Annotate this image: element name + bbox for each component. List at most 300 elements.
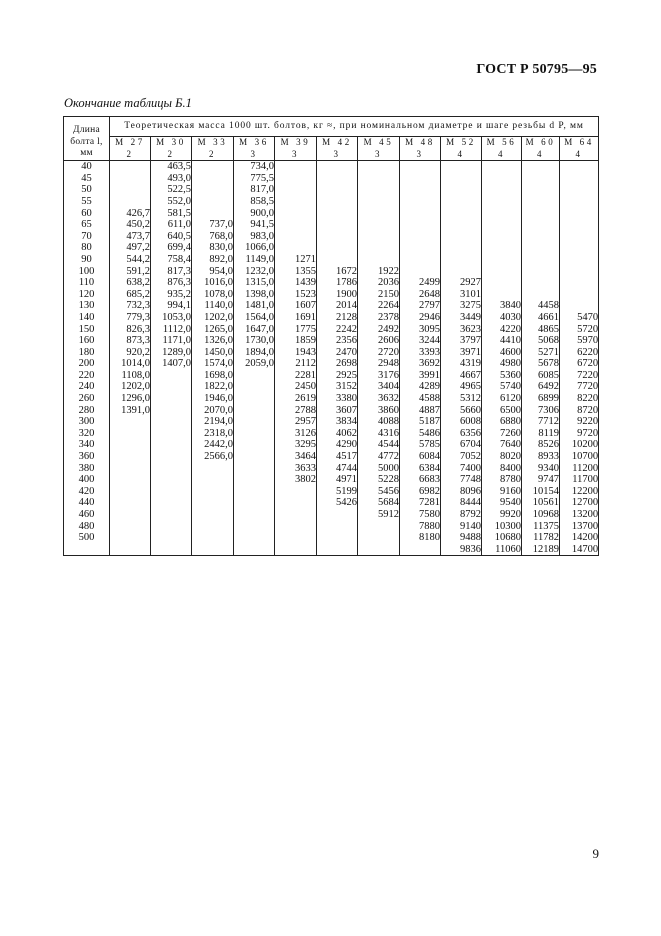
mass-value [358, 254, 399, 266]
mass-value [482, 219, 521, 231]
mass-value: 6356 [460, 427, 481, 439]
mass-value: 3101 [460, 288, 481, 300]
mass-value [560, 289, 598, 301]
mass-value: 3623 [460, 323, 481, 335]
mass-value [441, 219, 481, 231]
mass-value [441, 184, 481, 196]
mass-value: 9920 [500, 509, 521, 520]
length-value: 240 [78, 381, 95, 393]
mass-value [192, 208, 233, 220]
length-header [64, 117, 110, 161]
mass-value: 1786 [336, 277, 357, 289]
mass-value [275, 208, 316, 220]
length-value: 200 [78, 358, 95, 370]
length-value: 340 [78, 439, 95, 451]
mass-value [110, 509, 150, 521]
mass-column [151, 161, 192, 556]
mass-value: 1202,0 [204, 311, 233, 323]
mass-value: 5426 [336, 497, 357, 509]
mass-value: 775,5 [250, 172, 274, 184]
mass-value [560, 184, 598, 196]
mass-value: 1698,0 [204, 369, 233, 381]
mass-value: 426,7 [126, 207, 150, 219]
mass-value: 1439 [295, 277, 316, 289]
mass-value: 2797 [419, 300, 440, 312]
mass-value: 8780 [500, 474, 521, 486]
mass-value: 8526 [538, 439, 559, 451]
mass-value: 7580 [419, 509, 440, 520]
mass-value [441, 254, 481, 266]
mass-value [358, 208, 399, 220]
mass-span-header: Теоретическая масса 1000 шт. болтов, кг ≈, при номинальном диаметре и шаге резьбы d P, мм [110, 117, 599, 137]
mass-value: 552,0 [167, 195, 191, 207]
mass-value: 2378 [378, 311, 399, 323]
mass-value: 11782 [533, 532, 559, 544]
mass-value: 1398,0 [245, 288, 274, 300]
mass-value: 2925 [336, 369, 357, 381]
mass-value: 1691 [295, 311, 316, 323]
mass-value: 6384 [419, 462, 440, 474]
mass-value [192, 463, 233, 475]
mass-value: 10300 [494, 520, 521, 532]
mass-value: 732,3 [126, 300, 150, 312]
mass-value: 3095 [419, 323, 440, 335]
mass-value [234, 428, 274, 440]
mass-value: 3860 [378, 404, 399, 416]
mass-value: 6008 [460, 416, 481, 428]
mass-value: 1112,0 [162, 323, 191, 335]
length-value: 180 [78, 346, 95, 358]
mass-value: 941,5 [250, 219, 274, 231]
mass-value [234, 509, 274, 521]
mass-value: 1391,0 [121, 404, 150, 416]
mass-value: 1672 [336, 265, 357, 277]
mass-value [317, 173, 357, 185]
mass-value: 4088 [378, 416, 399, 428]
mass-value: 3991 [419, 369, 440, 381]
mass-value: 2150 [378, 288, 399, 300]
mass-value [441, 242, 481, 254]
mass-value: 2318,0 [204, 427, 233, 439]
mass-value: 5970 [577, 335, 599, 347]
diameter-header: М 64 4 [560, 137, 599, 161]
mass-value: 1900 [336, 288, 357, 300]
mass-value [358, 532, 399, 544]
mass-value: 4544 [378, 439, 399, 451]
mass-value: 3797 [460, 335, 481, 347]
length-value: 130 [78, 300, 95, 312]
mass-value: 1922 [378, 265, 399, 277]
mass-value: 935,2 [167, 288, 191, 300]
mass-value [358, 521, 399, 533]
mass-value [151, 474, 191, 486]
mass-value: 5486 [419, 427, 440, 439]
mass-value [234, 486, 274, 498]
mass-value [275, 497, 316, 509]
mass-value: 2698 [336, 358, 357, 370]
mass-value [441, 266, 481, 278]
mass-value [275, 184, 316, 196]
mass-value: 5360 [500, 369, 521, 381]
length-value: 260 [78, 393, 95, 405]
mass-value [151, 416, 191, 428]
length-value: 440 [78, 497, 95, 509]
mass-value [482, 208, 521, 220]
length-value: 420 [78, 485, 95, 497]
mass-value: 7306 [538, 404, 559, 416]
mass-value: 5684 [378, 497, 399, 509]
mass-value [234, 416, 274, 428]
mass-value [151, 521, 191, 533]
mass-value: 5312 [460, 393, 481, 405]
mass-value: 1523 [295, 288, 316, 300]
mass-value: 920,2 [126, 346, 150, 358]
mass-value [522, 254, 559, 266]
mass-value [400, 173, 440, 185]
mass-value [482, 231, 521, 243]
mass-value [358, 196, 399, 208]
mass-value [192, 521, 233, 533]
mass-value [192, 509, 233, 521]
mass-column [400, 161, 441, 556]
mass-value: 9747 [538, 474, 559, 486]
mass-value: 4290 [336, 439, 357, 451]
mass-column [441, 161, 482, 556]
mass-value: 11700 [572, 474, 599, 486]
mass-value: 3176 [378, 369, 399, 381]
mass-value [192, 497, 233, 509]
mass-value [275, 521, 316, 533]
mass-value [234, 532, 274, 544]
mass-value: 2281 [295, 369, 316, 381]
mass-value: 1296,0 [121, 393, 150, 405]
mass-value: 876,3 [167, 277, 191, 289]
mass-value [560, 208, 598, 220]
mass-value [151, 370, 191, 382]
mass-value: 4667 [460, 369, 481, 381]
mass-value [192, 486, 233, 498]
mass-value [110, 497, 150, 509]
mass-value: 1564,0 [245, 311, 274, 323]
mass-value: 954,0 [209, 265, 233, 277]
mass-value [522, 277, 559, 289]
mass-value [482, 196, 521, 208]
standard-designation: ГОСТ Р 50795—95 [476, 62, 597, 77]
mass-value: 3971 [460, 346, 481, 358]
mass-value: 6982 [419, 485, 440, 497]
mass-value [110, 463, 150, 475]
mass-value [560, 196, 598, 208]
mass-value: 1171,0 [162, 335, 191, 347]
mass-value [400, 254, 440, 266]
mass-column [358, 161, 400, 556]
mass-column [234, 161, 275, 556]
mass-value: 473,7 [126, 230, 150, 242]
mass-value: 3464 [295, 451, 316, 463]
mass-value [522, 208, 559, 220]
length-value: 160 [78, 335, 95, 347]
mass-value [234, 451, 274, 463]
mass-value: 699,4 [167, 242, 191, 254]
mass-value: 1574,0 [204, 358, 233, 370]
mass-value [400, 219, 440, 231]
mass-value: 7712 [538, 416, 559, 428]
mass-value: 6085 [538, 369, 559, 381]
length-value: 50 [81, 184, 92, 196]
mass-value: 611,0 [167, 219, 191, 231]
mass-value: 9720 [577, 427, 599, 439]
mass-value: 2450 [295, 381, 316, 393]
mass-value [441, 231, 481, 243]
mass-value [317, 184, 357, 196]
mass-value: 3840 [500, 300, 521, 312]
mass-value [522, 161, 559, 173]
mass-value [110, 532, 150, 544]
mass-value [275, 161, 316, 173]
mass-value: 9836 [460, 543, 481, 555]
mass-value: 3380 [336, 393, 357, 405]
mass-value [317, 196, 357, 208]
mass-value: 640,5 [167, 230, 191, 242]
mass-value [482, 161, 521, 173]
mass-value [482, 242, 521, 254]
mass-value [110, 161, 150, 173]
mass-value: 4588 [419, 393, 440, 405]
mass-value: 8180 [419, 532, 440, 544]
mass-value: 1053,0 [162, 311, 191, 323]
mass-value: 4971 [336, 474, 357, 486]
mass-value: 5912 [378, 509, 399, 520]
diameter-header: М 56 4 [482, 137, 522, 161]
mass-value [560, 161, 598, 173]
diameter-header: М 30 2 [151, 137, 192, 161]
mass-value: 6704 [460, 439, 481, 451]
mass-value: 8792 [460, 509, 481, 520]
mass-value [400, 161, 440, 173]
mass-value [560, 173, 598, 185]
length-header-line: Длина [72, 125, 101, 135]
mass-value: 758,4 [167, 253, 191, 265]
mass-value: 3449 [460, 311, 481, 323]
mass-value [192, 173, 233, 185]
diameter-header: М 33 2 [192, 137, 234, 161]
mass-value: 6899 [538, 393, 559, 405]
mass-column [482, 161, 522, 556]
diameter-header: М 39 3 [275, 137, 317, 161]
mass-value: 2606 [378, 335, 399, 347]
mass-value: 8119 [538, 427, 559, 439]
mass-value: 8933 [538, 451, 559, 463]
mass-value [317, 532, 357, 544]
mass-value [522, 289, 559, 301]
mass-value [192, 532, 233, 544]
mass-value: 3295 [295, 439, 316, 451]
mass-value [110, 451, 150, 463]
mass-value [151, 393, 191, 405]
mass-value [110, 439, 150, 451]
mass-value: 8444 [460, 497, 481, 509]
mass-value [151, 428, 191, 440]
mass-value: 2566,0 [204, 451, 233, 463]
mass-value: 1016,0 [204, 277, 233, 289]
mass-value: 9488 [460, 532, 481, 544]
mass-value [560, 219, 598, 231]
mass-value: 1894,0 [245, 346, 274, 358]
mass-value: 1232,0 [245, 265, 274, 277]
mass-value: 1265,0 [204, 323, 233, 335]
mass-value: 6492 [538, 381, 559, 393]
mass-value: 7720 [577, 381, 599, 393]
length-value: 45 [81, 172, 92, 184]
mass-value: 3607 [336, 404, 357, 416]
diameter-header: М 52 4 [441, 137, 482, 161]
mass-value: 2264 [378, 300, 399, 312]
mass-value: 3802 [295, 474, 316, 486]
mass-value: 2014 [336, 300, 357, 312]
mass-value: 8720 [577, 404, 599, 416]
mass-value [151, 497, 191, 509]
mass-value [110, 416, 150, 428]
mass-value [234, 463, 274, 475]
mass-value [560, 254, 598, 266]
diameter-header: М 48 3 [400, 137, 441, 161]
mass-value: 7052 [460, 451, 481, 463]
mass-value: 4316 [378, 427, 399, 439]
mass-value [110, 184, 150, 196]
length-value: 300 [78, 416, 95, 428]
mass-value: 1108,0 [121, 369, 150, 381]
table-caption: Окончание таблицы Б.1 [64, 96, 192, 110]
mass-value: 9220 [577, 416, 599, 428]
mass-value: 5678 [538, 358, 559, 370]
mass-value [400, 231, 440, 243]
mass-value: 8096 [460, 485, 481, 497]
mass-value: 1946,0 [204, 393, 233, 405]
mass-value: 7880 [419, 520, 440, 532]
mass-value [317, 208, 357, 220]
mass-value: 6120 [500, 393, 521, 405]
mass-value [234, 381, 274, 393]
mass-value [234, 474, 274, 486]
mass-value: 7748 [460, 474, 481, 486]
mass-value [358, 242, 399, 254]
diameter-header: М 45 3 [358, 137, 400, 161]
mass-value [234, 370, 274, 382]
mass-value: 873,3 [126, 335, 150, 347]
mass-value: 1326,0 [204, 335, 233, 347]
mass-value [358, 161, 399, 173]
mass-value [400, 196, 440, 208]
mass-value: 4458 [538, 300, 559, 312]
mass-value: 8400 [500, 462, 521, 474]
mass-value: 10154 [532, 485, 559, 497]
mass-value [151, 405, 191, 417]
mass-value [110, 521, 150, 533]
mass-value [275, 173, 316, 185]
mass-value [110, 474, 150, 486]
mass-value: 4965 [460, 381, 481, 393]
mass-value [110, 428, 150, 440]
length-value: 400 [78, 474, 95, 486]
mass-value: 5199 [336, 485, 357, 497]
length-value: 55 [81, 195, 92, 207]
length-value: 100 [78, 265, 95, 277]
mass-value: 1271 [295, 253, 316, 265]
mass-value [522, 196, 559, 208]
mass-value: 2927 [460, 277, 481, 289]
diameter-header: М 42 3 [317, 137, 358, 161]
mass-value [400, 242, 440, 254]
mass-value [192, 184, 233, 196]
mass-value [522, 219, 559, 231]
mass-value [110, 196, 150, 208]
mass-value [317, 242, 357, 254]
mass-value: 4062 [336, 427, 357, 439]
mass-value: 2442,0 [204, 439, 233, 451]
mass-value: 10680 [494, 532, 521, 544]
mass-value [234, 521, 274, 533]
mass-value: 2648 [419, 288, 440, 300]
mass-value: 4661 [538, 311, 559, 323]
mass-value [560, 242, 598, 254]
mass-value [482, 289, 521, 301]
mass-value: 1607 [295, 300, 316, 312]
mass-value [522, 184, 559, 196]
mass-column [317, 161, 358, 556]
mass-value: 2036 [378, 277, 399, 289]
mass-value: 11060 [495, 543, 521, 555]
mass-value: 830,0 [209, 242, 233, 254]
mass-value: 3632 [378, 393, 399, 405]
diameter-header: М 60 4 [522, 137, 560, 161]
mass-value: 8020 [500, 451, 521, 463]
length-header-line: болта l, [70, 136, 103, 147]
mass-value: 2619 [295, 393, 316, 405]
bolt-mass-table [63, 116, 599, 556]
length-value: 500 [78, 532, 95, 544]
mass-value: 10200 [571, 439, 599, 451]
mass-value [441, 208, 481, 220]
mass-value: 2957 [295, 416, 316, 428]
mass-value [522, 173, 559, 185]
mass-value: 2499 [419, 277, 440, 289]
length-value: 110 [78, 277, 95, 289]
mass-value: 8220 [577, 393, 599, 405]
mass-value [441, 173, 481, 185]
mass-value: 13200 [571, 509, 599, 520]
mass-value: 3692 [419, 358, 440, 370]
length-value: 280 [78, 404, 95, 416]
mass-value: 5271 [538, 346, 559, 358]
mass-value [151, 451, 191, 463]
mass-value [234, 497, 274, 509]
mass-value: 2242 [336, 323, 357, 335]
length-value: 140 [78, 311, 95, 323]
mass-value: 817,3 [167, 265, 191, 277]
mass-value: 2059,0 [245, 358, 274, 370]
length-value: 360 [78, 451, 95, 463]
mass-value [400, 266, 440, 278]
mass-value: 1943 [295, 346, 316, 358]
mass-value [110, 486, 150, 498]
mass-value: 5785 [419, 439, 440, 451]
mass-value [234, 405, 274, 417]
mass-value [358, 184, 399, 196]
mass-column [192, 161, 234, 556]
mass-value: 994,1 [167, 300, 191, 312]
mass-value [317, 509, 357, 521]
mass-value [522, 266, 559, 278]
